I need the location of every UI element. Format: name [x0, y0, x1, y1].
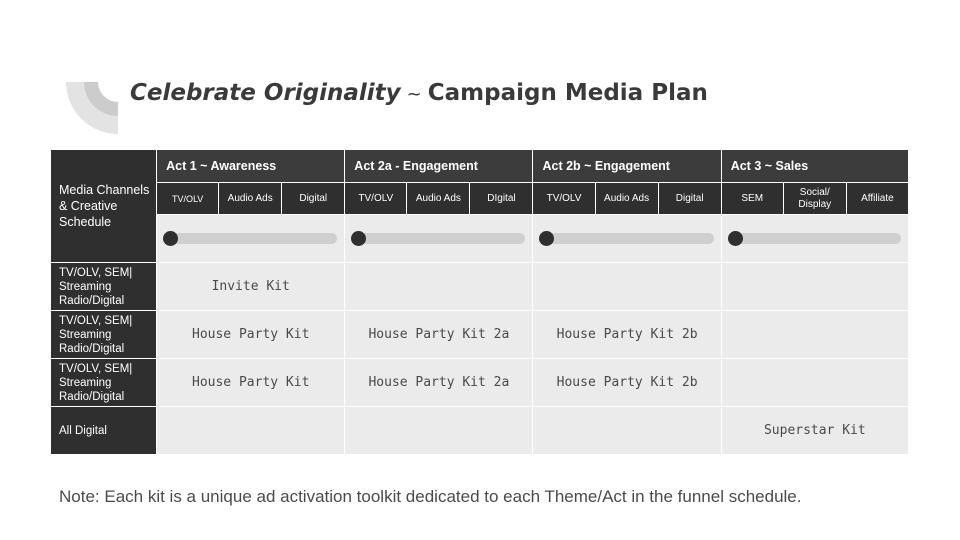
slider-track	[166, 233, 337, 244]
title-separator: ~	[406, 84, 422, 105]
channel-header: TV/OLV	[345, 183, 407, 215]
act-header: Act 2a - Engagement	[345, 150, 533, 183]
slider-track	[731, 233, 901, 244]
channel-header: SEM	[721, 183, 783, 215]
channel-header: TV/OLV	[157, 183, 219, 215]
table-row	[51, 407, 909, 455]
kit-cell: Superstar Kit	[721, 407, 908, 455]
corner-header: Media Channels & Creative Schedule	[51, 150, 157, 263]
kit-cell	[157, 407, 345, 455]
kit-cell	[721, 263, 908, 311]
channel-header: Affiliate	[846, 183, 908, 215]
slider-track	[354, 233, 525, 244]
channel-header: DIgital	[470, 183, 533, 215]
kit-cell	[533, 407, 721, 455]
footnote: Note: Each kit is a unique ad activation toolkit dedicated to each Theme/Act in the funnel schedule.	[59, 487, 802, 506]
kit-cell: House Party Kit 2b	[533, 311, 721, 359]
slider-handle[interactable]	[728, 231, 743, 246]
channel-header: Audio Ads	[407, 183, 470, 215]
kit-cell: House Party Kit 2b	[533, 359, 721, 407]
table-row	[51, 359, 909, 407]
channel-header: Digital	[282, 183, 345, 215]
slider-handle[interactable]	[351, 231, 366, 246]
kit-cell: House Party Kit 2a	[345, 311, 533, 359]
row-label: TV/OLV, SEM| Streaming Radio/Digital	[51, 263, 157, 311]
slider-handle[interactable]	[539, 231, 554, 246]
row-label: TV/OLV, SEM| Streaming Radio/Digital	[51, 311, 157, 359]
channel-header: Audio Ads	[219, 183, 282, 215]
title-emphasis: Celebrate Originality	[130, 80, 401, 106]
channel-header: TV/OLV	[533, 183, 595, 215]
slider-track	[542, 233, 713, 244]
act-header: Act 2b ~ Engagement	[533, 150, 721, 183]
kit-cell	[721, 359, 908, 407]
kit-cell	[345, 407, 533, 455]
kit-cell: House Party Kit 2a	[345, 359, 533, 407]
act-header: Act 3 ~ Sales	[721, 150, 908, 183]
kit-cell: Invite Kit	[157, 263, 345, 311]
act-timeline-slider[interactable]	[533, 215, 721, 263]
title-rest: Campaign Media Plan	[427, 80, 708, 106]
kit-cell: House Party Kit	[157, 311, 345, 359]
act-timeline-slider[interactable]	[345, 215, 533, 263]
row-label: All Digital	[51, 407, 157, 455]
slider-handle[interactable]	[163, 231, 178, 246]
media-plan-table	[50, 149, 909, 455]
decorative-arc	[66, 82, 118, 136]
act-timeline-slider[interactable]	[721, 215, 908, 263]
kit-cell	[533, 263, 721, 311]
kit-cell: House Party Kit	[157, 359, 345, 407]
kit-cell	[345, 263, 533, 311]
page-title	[130, 80, 708, 106]
channel-header: Social/ Display	[783, 183, 846, 215]
table-row	[51, 311, 909, 359]
channel-header: Audio Ads	[595, 183, 658, 215]
act-timeline-slider[interactable]	[157, 215, 345, 263]
act-header: Act 1 ~ Awareness	[157, 150, 345, 183]
table-row	[51, 263, 909, 311]
row-label: TV/OLV, SEM| Streaming Radio/Digital	[51, 359, 157, 407]
kit-cell	[721, 311, 908, 359]
channel-header: Digital	[658, 183, 721, 215]
